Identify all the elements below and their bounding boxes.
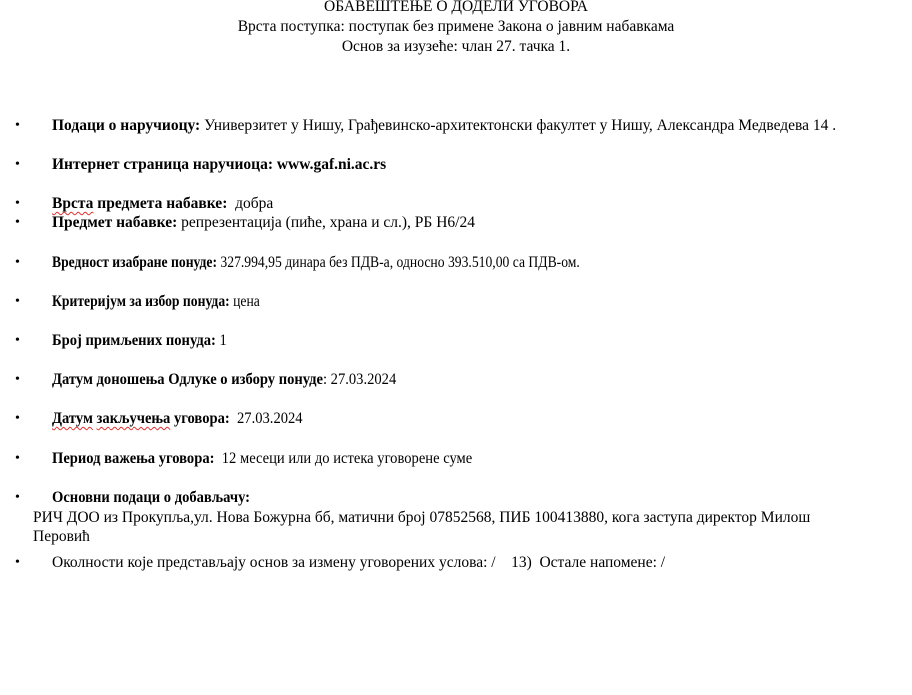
item-value: 12 месеци или до истека уговорене суме <box>214 450 473 467</box>
bullet-icon: • <box>15 451 20 466</box>
spellcheck-flagged-word[interactable]: закључења <box>96 410 171 427</box>
item-value: 27.03.2024 <box>229 410 303 427</box>
item-label: Основни подаци о добављачу: <box>52 489 251 506</box>
spellcheck-flagged-word[interactable]: Врста <box>52 195 94 212</box>
bullet-icon: • <box>15 372 20 387</box>
bullet-icon: • <box>15 196 20 211</box>
item-value: добра <box>227 195 274 212</box>
item-label: уговора: <box>170 410 230 427</box>
bullet-icon: • <box>15 157 20 172</box>
procedure-type: Врста поступка: поступак без примене Закона о јавним набавкама <box>237 18 675 35</box>
bullet-icon: • <box>15 294 20 309</box>
supplier-details-line-1: РИЧ ДОО из Прокупља,ул. Нова Божурна бб, матични број 07852568, ПИБ 100413880, кога заступа директор Милош <box>33 509 811 526</box>
bullet-icon: • <box>15 255 20 270</box>
item-label: Период важења уговора: <box>52 450 215 467</box>
item-value: : 27.03.2024 <box>322 371 397 388</box>
document-title: ОБАВЕШТЕЊЕ О ДОДЕЛИ УГОВОРА <box>324 0 588 15</box>
item-value: репрезентација (пиће, храна и сл.), РБ Н6/24 <box>177 214 475 231</box>
item-label: Интернет страница наручиоца: www.gaf.ni.ac.rs <box>52 156 387 173</box>
exemption-basis: Основ за изузеће: члан 27. тачка 1. <box>341 38 571 55</box>
bullet-icon: • <box>15 555 20 570</box>
item-value: 327.994,95 динара без ПДВ-а, односно 393.510,00 са ПДВ-ом. <box>217 254 580 271</box>
item-label: Датум доношења Одлуке о избору понуде <box>52 371 323 388</box>
item-label: Критеријум за избор понуда: <box>52 293 230 310</box>
item-label: Број примљених понуда: <box>52 332 216 349</box>
item-text: Околности које представљају основ за измену уговорених услова: / 13) Остале напомене: / <box>52 554 666 571</box>
item-value: цена <box>229 293 260 310</box>
item-value: 1 <box>215 332 227 349</box>
bullet-icon: • <box>15 215 20 230</box>
document-header <box>0 0 912 57</box>
item-label: Подаци о наручиоцу: <box>52 117 201 134</box>
bullet-icon: • <box>15 490 20 505</box>
item-label: Вредност изабране понуде: <box>52 254 218 271</box>
item-label: Предмет набавке: <box>52 214 178 231</box>
supplier-details-line-2: Перовић <box>33 528 90 545</box>
item-value: Универзитет у Нишу, Грађевинско-архитектонски факултет у Нишу, Александра Медведева 14 . <box>200 117 837 134</box>
bullet-icon: • <box>15 118 20 133</box>
bullet-icon: • <box>15 333 20 348</box>
bullet-icon: • <box>15 411 20 426</box>
spellcheck-flagged-word[interactable]: Датум <box>52 410 93 427</box>
item-label: предмета набавке: <box>93 195 228 212</box>
